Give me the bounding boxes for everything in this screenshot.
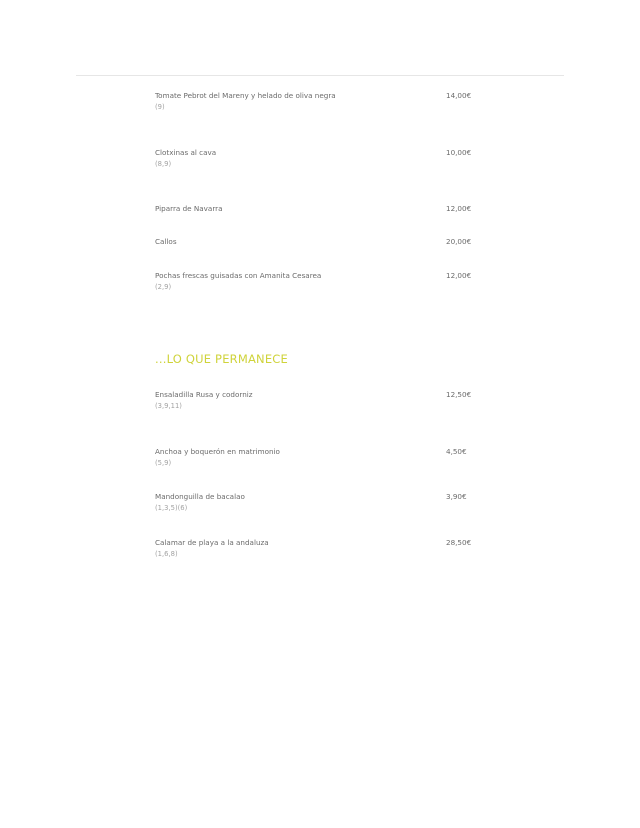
dish-name: Clotxinas al cava [155,148,217,157]
dish-price: 12,00€ [446,271,472,280]
allergen-codes: (2,9) [155,283,172,291]
dish-name: Anchoa y boquerón en matrimonio [155,447,280,456]
dish-name: Pochas frescas guisadas con Amanita Cesarea [155,271,322,280]
allergen-codes: (3,9,11) [155,402,182,410]
dish-name: Callos [155,237,177,246]
allergen-codes: (5,9) [155,459,172,467]
menu-item [155,148,475,169]
dish-price: 12,00€ [446,204,472,213]
menu-item [155,91,475,112]
menu-item [155,492,475,513]
dish-price: 12,50€ [446,390,472,399]
menu-item [155,271,475,292]
dish-price: 28,50€ [446,538,472,547]
dish-price: 14,00€ [446,91,472,100]
menu-item [155,390,475,411]
dish-price: 20,00€ [446,237,472,246]
allergen-codes: (1,6,8) [155,550,178,558]
section-title: ...LO QUE PERMANECE [155,352,289,366]
menu-item [155,447,475,468]
dish-price: 10,00€ [446,148,472,157]
dish-name: Piparra de Navarra [155,204,223,213]
dish-name: Calamar de playa a la andaluza [155,538,269,547]
dish-name: Ensaladilla Rusa y codorniz [155,390,253,399]
dish-name: Mandonguilla de bacalao [155,492,245,501]
allergen-codes: (8,9) [155,160,172,168]
dish-price: 3,90€ [446,492,467,501]
dish-price: 4,50€ [446,447,467,456]
top-divider [76,75,564,76]
dish-name: Tomate Pebrot del Mareny y helado de oliva negra [155,91,336,100]
allergen-codes: (1,3,5)(6) [155,504,188,512]
menu-item [155,538,475,559]
menu-item [155,204,475,214]
allergen-codes: (9) [155,103,165,111]
menu-item [155,237,475,247]
